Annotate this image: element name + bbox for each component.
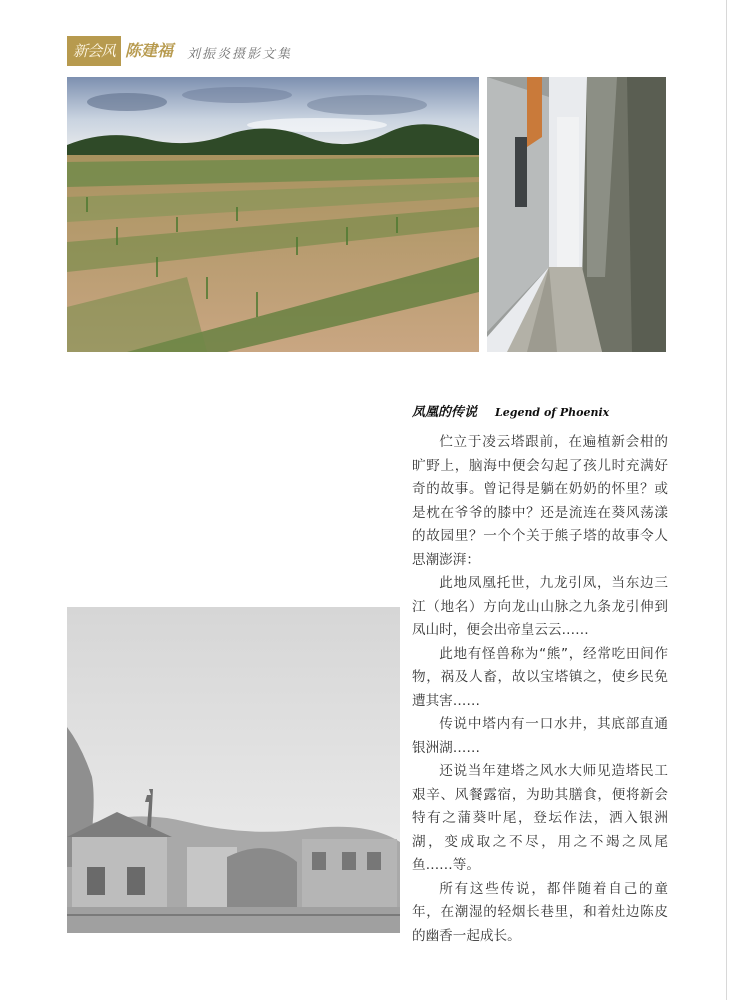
paragraph: 此地有怪兽称为“熊”，经常吃田间作物，祸及人畜，故以宝塔镇之，使乡民免遭其害…… [412,645,668,709]
logo: 新会风 [67,36,121,66]
book-subtitle: 刘振炎摄影文集 [187,47,293,62]
section-title-zh: 凤凰的传说 [412,405,478,420]
paragraph: 还说当年建塔之风水大师见造塔民工艰辛、风餐露宿，为助其膳食，便将新会特有之蒲葵叶尾，登坛作法，洒入银洲湖，变成取之不尽，用之不竭之凤尾鱼……等。 [412,763,668,873]
paragraph: 传说中塔内有一口水井，其底部直通银洲湖…… [412,716,668,756]
section-title [412,401,609,419]
paragraph: 所有这些传说，都伴随着自己的童年，在潮湿的轻烟长巷里，和着灶边陈皮的幽香一起成长。 [412,880,668,944]
page-header [67,36,327,66]
village-alley-photo [487,77,666,352]
section-title-en: Legend of Phoenix [495,406,610,419]
farm-field-photo [67,77,479,352]
article-body [412,431,668,948]
author-name: 陈建福 [125,41,174,60]
village-pagoda-photo [67,607,400,933]
paragraph: 伫立于凌云塔跟前，在遍植新会柑的旷野上，脑海中便会勾起了孩儿时充满好奇的故事。曾记得是躺在奶奶的怀里？或是枕在爷爷的膝中？还是流连在葵风荡漾的故园里？一个个关于熊子塔的故事令人思潮澎湃： [412,434,668,568]
page-edge-rule [726,0,727,1000]
paragraph: 此地凤凰托世，九龙引凤，当东边三江（地名）方向龙山山脉之九条龙引伸到凤山时，便会出帝皇云云…… [412,575,668,638]
